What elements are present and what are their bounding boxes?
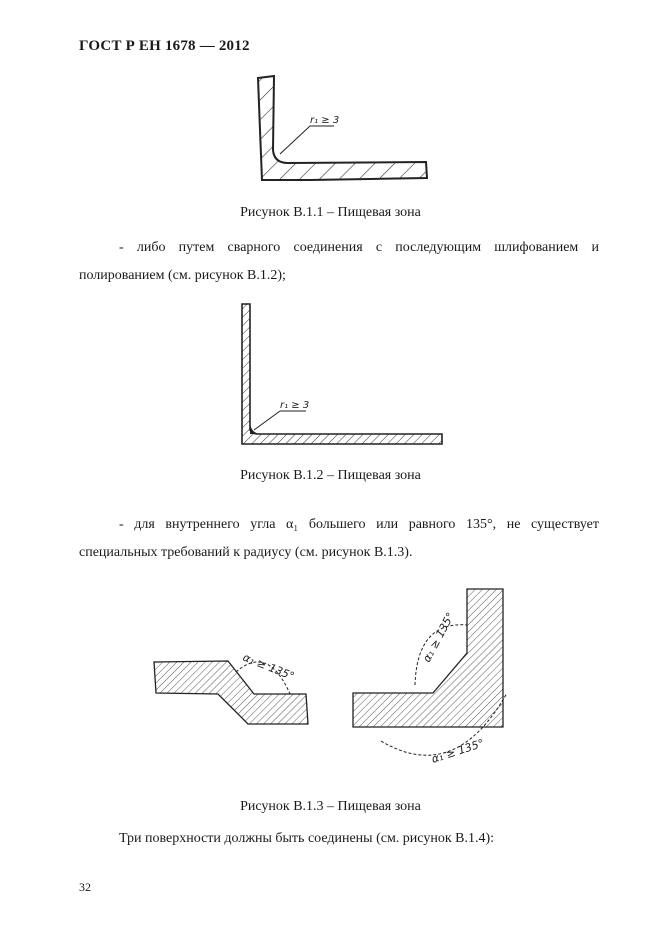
radius-leader <box>254 411 280 430</box>
angle-label-upper: α₁ ≥ 135° <box>420 610 458 665</box>
figure-b-1-3-bent-plate <box>150 632 315 727</box>
radius-label: r₁ ≥ 3 <box>280 400 310 411</box>
paragraph-line: Три поверхности должны быть соединены (см. рисунок В.1.4): <box>119 831 495 846</box>
figure-b-1-1 <box>250 70 440 188</box>
angle-label: α₁ ≥ 135° <box>240 650 297 684</box>
angle-profile-section <box>258 76 427 180</box>
thin-angle-profile <box>242 304 442 444</box>
radius-leader <box>280 126 310 154</box>
paragraph-line: - для внутреннего угла α₁ большего или равного 135°, не существует <box>119 517 599 532</box>
figure-3-caption: Рисунок В.1.3 – Пищевая зона <box>240 799 421 814</box>
radius-label: r₁ ≥ 3 <box>310 115 340 126</box>
figure-b-1-3-chamfered-corner <box>345 585 525 775</box>
paragraph-weld <box>79 234 599 290</box>
figure-1-caption: Рисунок В.1.1 – Пищевая зона <box>240 205 421 220</box>
page-header: ГОСТ Р ЕН 1678 — 2012 <box>79 38 250 54</box>
paragraph-line: - либо путем сварного соединения с последующим шлифованием и <box>119 240 599 255</box>
page-number: 32 <box>79 880 91 894</box>
figure-b-1-2 <box>236 298 446 450</box>
paragraph-line: полированием (см. рисунок В.1.2); <box>79 268 286 283</box>
paragraph-line: специальных требований к радиусу (см. рисунок В.1.3). <box>79 545 413 560</box>
paragraph-three-surfaces <box>79 825 599 853</box>
figure-2-caption: Рисунок В.1.2 – Пищевая зона <box>240 468 421 483</box>
paragraph-angle <box>79 511 599 567</box>
angle-label-lower: α₁ ≥ 135° <box>429 736 486 766</box>
